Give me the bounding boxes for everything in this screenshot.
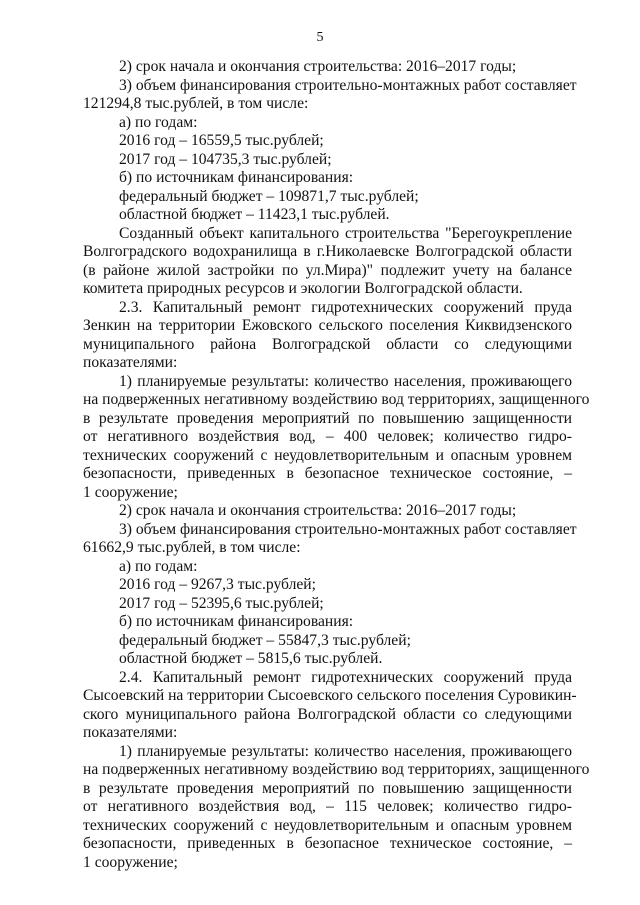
- text-line: Зенкин на территории Ежовского сельского поселения Киквидзенского: [83, 317, 572, 334]
- text-line: безопасности, приведенных в безопасное техническое состояние, –: [83, 835, 572, 852]
- text-line: а) по годам:: [119, 557, 198, 575]
- text-line: безопасности, приведенных в безопасное техническое состояние, –: [83, 465, 572, 482]
- text-line: б) по источникам финансирования:: [119, 169, 354, 186]
- text-line: 121294,8 тыс.рублей, в том числе:: [83, 95, 309, 112]
- text-line: 2) срок начала и окончания строительства: 2016–2017 годы;: [119, 58, 517, 75]
- text-line: показателями:: [83, 354, 178, 371]
- text-line: от негативного воздействия вод, – 400 человек; количество гидро-: [83, 428, 572, 445]
- text-line: 2016 год – 9267,3 тыс.рублей;: [119, 576, 316, 593]
- text-line: ского муниципального района Волгоградской области со следующими: [83, 705, 572, 723]
- text-line: комитета природных ресурсов и экологии Волгоградской области.: [83, 280, 523, 297]
- text-line: 2016 год – 16559,5 тыс.рублей;: [119, 132, 324, 149]
- text-line: в результате проведения мероприятий по повышению защищенности: [83, 409, 572, 427]
- text-line: б) по источникам финансирования:: [119, 613, 354, 630]
- text-line: 3) объем финансирования строительно-монтажных работ составляет: [119, 520, 577, 538]
- text-line: технических сооружений с неудовлетворительным и опасным уровнем: [83, 816, 572, 834]
- text-line: а) по годам:: [119, 113, 198, 131]
- text-line: 61662,9 тыс.рублей, в том числе:: [83, 539, 301, 556]
- document-body: [83, 58, 590, 872]
- text-line: федеральный бюджет – 55847,3 тыс.рублей;: [119, 631, 411, 649]
- text-line: от негативного воздействия вод, – 115 человек; количество гидро-: [83, 798, 572, 815]
- text-line: 2) срок начала и окончания строительства: 2016–2017 годы;: [119, 502, 517, 519]
- text-line: Волгоградского водохранилища в г.Николаевске Волгоградской области: [83, 243, 572, 260]
- text-line: Сысоевский на территории Сысоевского сельского поселения Суровикин-: [83, 687, 577, 704]
- text-line: областной бюджет – 11423,1 тыс.рублей.: [119, 206, 390, 223]
- text-line: 2017 год – 52395,6 тыс.рублей;: [119, 594, 324, 612]
- text-line: областной бюджет – 5815,6 тыс.рублей.: [119, 650, 383, 667]
- text-line: 1 сооружение;: [83, 483, 178, 501]
- text-line: 2017 год – 104735,3 тыс.рублей;: [119, 150, 332, 168]
- text-line: в результате проведения мероприятий по повышению защищенности: [83, 779, 572, 797]
- text-line: (в районе жилой застройки по ул.Мира)" подлежит учету на балансе: [83, 261, 572, 279]
- text-line: муниципального района Волгоградской области со следующими: [83, 335, 572, 353]
- text-line: 3) объем финансирования строительно-монтажных работ составляет: [119, 76, 577, 94]
- text-line: 2.3. Капитальный ремонт гидротехнических сооружений пруда: [119, 298, 572, 316]
- text-line: 1) планируемые результаты: количество населения, проживающего: [119, 372, 572, 390]
- page-number: 5: [316, 30, 324, 45]
- text-line: 2.4. Капитальный ремонт гидротехнических сооружений пруда: [119, 668, 572, 686]
- text-line: 1) планируемые результаты: количество населения, проживающего: [119, 742, 572, 760]
- text-line: Созданный объект капитального строительства "Берегоукрепление: [119, 224, 572, 242]
- text-line: на подверженных негативному воздействию вод территориях, защищенного: [83, 761, 590, 778]
- text-line: показателями:: [83, 724, 178, 741]
- text-line: технических сооружений с неудовлетворительным и опасным уровнем: [83, 446, 572, 464]
- text-line: федеральный бюджет – 109871,7 тыс.рублей;: [119, 187, 419, 205]
- text-line: на подверженных негативному воздействию вод территориях, защищенного: [83, 391, 590, 408]
- text-line: 1 сооружение;: [83, 853, 178, 871]
